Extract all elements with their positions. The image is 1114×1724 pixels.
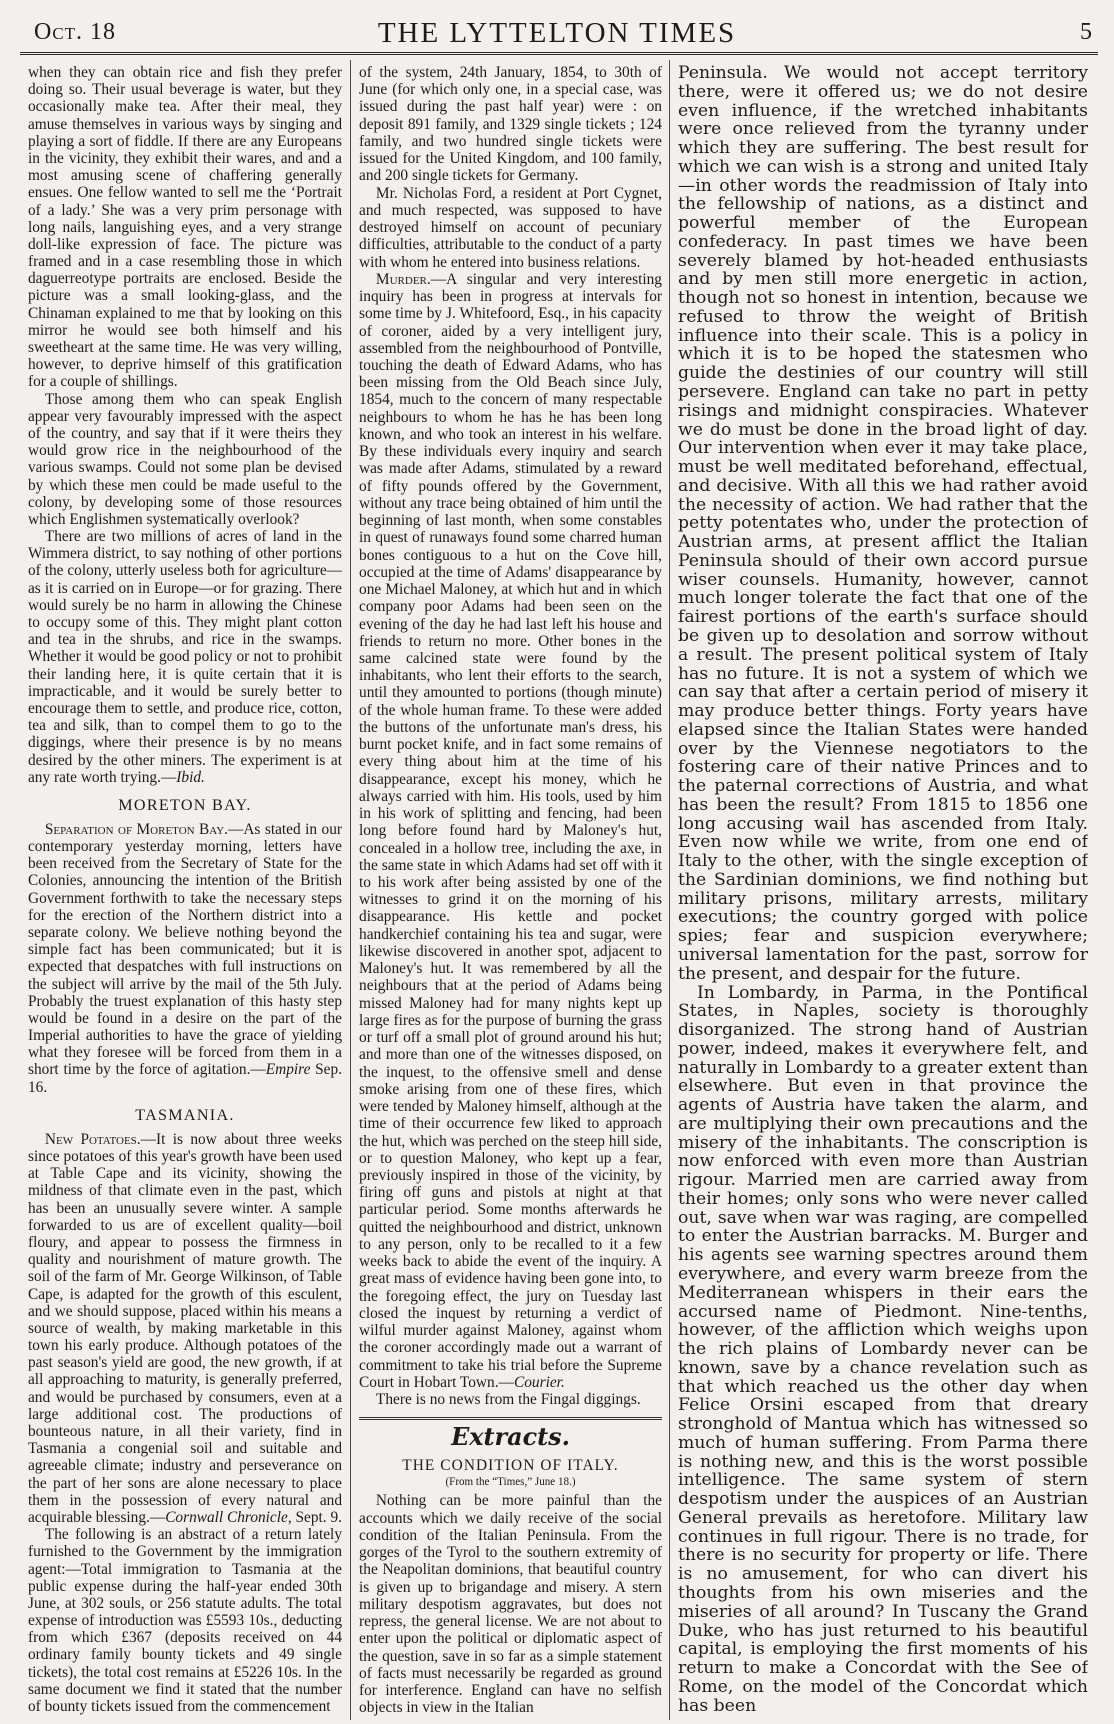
column-left xyxy=(28,64,342,1716)
paragraph-wimmera-lands xyxy=(28,528,342,786)
paragraph-separation-of-moreton-bay xyxy=(28,821,342,1096)
source-citation: Empire xyxy=(265,1061,311,1079)
source-citation: Cornwall Chronicle xyxy=(165,1508,288,1526)
section-heading-moreton-bay: MORETON BAY. xyxy=(118,797,252,815)
source-date: Sep. 16. xyxy=(28,1061,342,1096)
paragraph-bounty-tickets: of the system, 24th January, 1854, to 30th of June (for which only one, in a special case, was issued during the past half year) were : on deposit 891 family, and 1329 single tickets ; 124 family, and two hundred single tickets were issued for the United Kingdom, and 100 family, and 200 single tickets for Germany. xyxy=(359,64,662,185)
lead-in: Separation of Moreton Bay. xyxy=(44,820,228,838)
paragraph-text: —A singular and very interesting inquiry has been in progress at intervals for some time by J. Whitefoord, Esq., in his capacity of coroner, aided by a very intelligent jury, assembled from the neighbourhood of Pontville, touching the death of Edward Adams, who has been missing from the Old Beach since July, 1854, much to the concern of many respectable neighbours to whom he has he has been long known, and who took an interest in his welfare. By these individuals every inquiry and search was made after Adams, stimulated by a reward of fifty pounds offered by the Government, without any trace being obtained of him until the beginning of last month, when some constables in quest of runaways found some charred human bones contiguous to a hut on the Cove hill, occupied at the time of Adams' disappearance by one Michael Maloney, at which hut and in which company poor Adams had been seen on the evening of the day he had last left his house and friends to return no more. Other bones in the same calcined state were found by the inhabitants, who lent their efforts to the search, until they amounted to portions (though minute) of the whole human frame. To these were added the buttons of the unfortunate man's dress, his burnt pocket knife, and in fact some remains of every thing about him at the time of his disappearance, except his money, which he always carried with him. His tools, used by him in his work of splitting and fencing, had been long before found hard by Maloney's hut, concealed in a hollow tree, including the axe, in the same state in which Adams had set off with it to his work after being assisted by one of the witnesses to grind it on the morning of his disappearance. His kettle and pocket handkerchief containing his tea and sugar, were likewise discovered in another spot, adjacent to Maloney's hut. It was remembered by all the neighbours that at the period of Adams being missed Maloney had for many nights kept up large fires as for the purpose of burning the grass or turf off a small plot of ground around his hut; and more than one of the witnesses disposed, on the inquest, to the offensive smell and dense smoke arising from one of these fires, which were tended by Maloney himself, although at the time of their occurrence few liked to approach the hut, which was perched on the steep hill side, or to question Maloney, who kept up a fear, previously inspired in those of the vicinity, by firing off guns and pistols at night at that particular period. Some months afterwards he quitted the neighbourhood and district, unknown to any person, only to be recalled to it a few weeks back to abide the event of the inquiry. A great mass of evidence having been gone into, to the foregoing effect, the jury on Tuesday last closed the inquest by returning a verdict of wilful murder against Maloney, against whom the coroner accordingly made out a warrant of commitment to take his trial before the Supreme Court in Hobart Town.— xyxy=(359,270,662,1391)
paragraph-text: There are two millions of acres of land in the Wimmera district, to say nothing of other portions of the colony, utterly useless both for agriculture—as it is carried on in Europe—or for grazing. There would surely be no harm in allowing the Chinese to occupy some of this. They might plant cotton and tea in the shrubs, and rice in the swamps. Whether it would be good policy or not to prohibit their landing here, it is quite certain that it is impracticable, and it would be surely better to encourage them to settle, and produce rice, cotton, tea and silk, than to compel them to go to the diggings, where their presence is by no means desired by the other miners. The experiment is at any rate worth trying.— xyxy=(28,528,342,786)
paragraph-nicholas-ford: Mr. Nicholas Ford, a resident at Port Cygnet, and much respected, was supposed to have destroyed himself on account of pecuniary difficulties, attributable to the conduct of a party with whom he entered into business relations. xyxy=(359,184,662,271)
column-middle xyxy=(359,64,662,1716)
column-middle-text xyxy=(359,64,662,1716)
extracts-heading: Extracts. xyxy=(451,1422,570,1451)
paragraph-immigration-return: The following is an abstract of a return lately furnished to the Government by the immigration agent:—Total immigration to Tasmania at the public expense during the half-year ended 30th June, at 302 souls, or 256 statute adults. The total expense of introduction was £5593 10s., deducting from which £367 (deposits received on 44 ordinary family bounty tickets and 49 single tickets), the total cost remains at £5226 10s. In the same document we find it stated that the number of bounty tickets issued from the commencement xyxy=(28,1526,342,1715)
source-citation: Courier. xyxy=(513,1373,565,1391)
paragraph-new-potatoes xyxy=(28,1131,342,1526)
paragraph-fingal-diggings: There is no news from the Fingal diggings. xyxy=(375,1391,641,1409)
paragraph-text: —As stated in our contemporary yesterday morning, letters have been received from the Secretary of State for the Colonies, announcing the intention of the British Government forthwith to take the necessary steps for the erection of the Northern district into a separate colony. We believe nothing beyond the simple fact has been communicated; but it is expected that despatches with full instructions on the subject will arrive by the mail of the 5th July. Probably the truest explanation of this hasty step would be found in a desire on the part of the Imperial authorities to have the grace of yielding what they foresee will be forced from them in a short time by the force of agitation.— xyxy=(28,820,342,1079)
column-right-text xyxy=(678,64,1088,1715)
lead-in: New Potatoes. xyxy=(44,1130,141,1148)
paragraph-chinese-opinions: Those among them who can speak English appear very favourably impressed with the aspect of the country, and say that if it were theirs they would grow rice in the neighbourhood of the various swamps. Could not some plan be devised by which these men could be made useful to the colony, by developing some of those resources which Englishmen systematically overlook? xyxy=(28,390,342,528)
paragraph-italy-policy: Peninsula. We would not accept territory there, were it offered us; we do not desire even influence, if the wretched inhabitants were once relieved from the tyranny under which they are suffering. The best result for which we can wish is a strong and united Italy—in other words the readmission of Italy into the fellowship of nations, as a distinct and powerful member of the European confederacy. In past times we have been severely blamed by hot-headed enthusiasts and by men still more energetic in action, though not so honest in intention, because we refused to throw the weight of British influence into their scale. This is a policy in which it is to be hoped the statesmen who guide the destinies of our country will still persevere. England can take no part in petty risings and midnight conspiracies. Whatever we do must be done in the broad light of day. Our intervention when ever it may take place, must be well meditated beforehand, effectual, and decisive. With all this we had rather avoid the necessity of action. We had rather that the petty potentates who, under the protection of Austrian arms, at present afflict the Italian Peninsula should of their own accord pursue wiser counsels. Humanity, however, cannot much longer tolerate the fact that one of the fairest portions of the earth's surface should be given up to desolation and sorrow without a result. The present political system of Italy has no future. It is not a system of which we can say that after a certain period of misery it may produce better things. Forty years have elapsed since the Italian States were handed over by the Viennese negotiators to the fostering care of their native Princes and to the paternal corrections of Austria, and what has been the result? From 1815 to 1856 one long accusing wail has ascended from Italy. Even now while we write, from one end of Italy to the other, with the single exception of the Sardinian dominions, we find nothing but military prisons, military arrests, military executions; the country gorged with police spies; fear and suspicion everywhere; universal lamentation for the past, sorrow for the present, and despair for the future. xyxy=(678,64,1088,984)
page-number: 5 xyxy=(1080,19,1092,45)
header-rule xyxy=(20,52,1098,55)
column-left-text xyxy=(28,64,342,1715)
paragraph-italy-lombardy: In Lombardy, in Parma, in the Pontifical States, in Naples, society is thoroughly disorganized. The strong hand of Austrian power, indeed, makes it everywhere felt, and naturally in Lombardy to a greater extent than elsewhere. But even in that province the agents of Austria have taken the alarm, and are multiplying their own precautions and the misery of the inhabitants. The conscription is now enforced with even more than Austrian rigour. Married men are carried away from their homes; only sons who were never called out, save when war was raging, are compelled to enter the Austrian barracks. M. Burger and his agents see warning spectres around them everywhere, and every warm breeze from the Mediterranean whispers in their ears the accursed name of Piedmont. Nine-tenths, however, of the affliction which weighs upon the rich plains of Lombardy never can be known, save by a chance revelation such as that which reached us the other day when Felice Orsini escaped from that dreary stronghold of Mantua which has witnessed so much of human suffering. From Parma there is nothing new, and this is the worst possible intelligence. The same system of stern despotism under the auspices of an Austrian General prevails as heretofore. Military law continues in full rigour. There is no trade, for there is no security for property or life. There is no amusement, for who can divert his thoughts from his own miseries and the miseries of all around? In Tuscany the Grand Duke, who has just returned to his beautiful capital, is employing the first moments of his return to make a Concordat with the See of Rome, on the model of the Concordat which has been xyxy=(678,982,1088,1716)
source-citation: Ibid. xyxy=(176,768,205,786)
paragraph-chinese-customs: when they can obtain rice and fish they prefer doing so. Their usual beverage is water, but they occasionally make tea. After their meal, they amuse themselves in various ways by singing and playing a sort of fiddle. If there are any Europeans in the vicinity, they exhibit their wares, and and a most amusing scene of chaffering generally ensues. One fellow wanted to sell me the ‘Portrait of a lady.’ She was a very prim personage with long nails, languishing eyes, and a very strange doll-like expression of face. The picture was framed and in a case resembling those in which daguerreotype portraits are enclosed. Beside the picture was a small looking-glass, and the Chinaman explained to me that by looking on this mirror he would see both himself and his sweetheart at the same time. He was very willing, however, to deprive himself of this gratification for a couple of shillings. xyxy=(28,64,342,391)
masthead-title: THE LYTTELTON TIMES xyxy=(377,17,737,49)
source-date: , Sept. 9. xyxy=(287,1508,342,1526)
column-rule-left xyxy=(350,60,351,1720)
section-heading-tasmania: TASMANIA. xyxy=(135,1107,235,1125)
lead-in: Murder. xyxy=(375,270,431,288)
article-title: THE CONDITION OF ITALY. xyxy=(402,1457,619,1475)
paragraph-italy-opening: Nothing can be more painful than the accounts which we daily receive of the social condition of the Italian Peninsula. From the gorges of the Tyrol to the southern extremity of the Neapolitan dominions, that beautiful country is given up to brigandage and misery. A stern military despotism aggravates, but does not repress, the general license. We are not about to enter upon the political or diplomatic aspect of the question, save in so far as a simple statement of facts must necessarily be regarded as ground for interference. England can have no selfish objects in view in the Italian xyxy=(359,1492,662,1716)
paragraph-text: —It is now about three weeks since potatoes of this year's growth have been used at Table Cape and its vicinity, showing the mildness of that climate even in the past, which has been an unusually severe winter. A sample forwarded to us are of excellent quality—boil floury, and appear to possess the firmness in quality and nourishment of mature growth. The soil of the farm of Mr. George Wilkinson, of Table Cape, is adapted for the growth of this esculent, and we should suppose, placed within his means a source of wealth, by making marketable in this town his early produce. Although potatoes of the past season's yield are good, the new growth, if at all approaching to maturity, is generally preferred, and would be purchased by consumers, even at a large additional cost. The productions of bounteous nature, in all their variety, find in Tasmania a congenial soil and suitable and agreeable climate; industry and perseverance on the part of her sons are alone necessary to place them in the possession of every natural and acquirable blessing.— xyxy=(28,1130,342,1526)
section-divider xyxy=(359,1417,662,1420)
article-source-line: (From the “Times,” June 18.) xyxy=(445,1476,576,1489)
column-rule-right xyxy=(669,60,670,1720)
paragraph-murder-inquiry xyxy=(359,271,662,1391)
header-date: Oct. 18 xyxy=(34,19,117,45)
column-right xyxy=(678,64,1088,1716)
